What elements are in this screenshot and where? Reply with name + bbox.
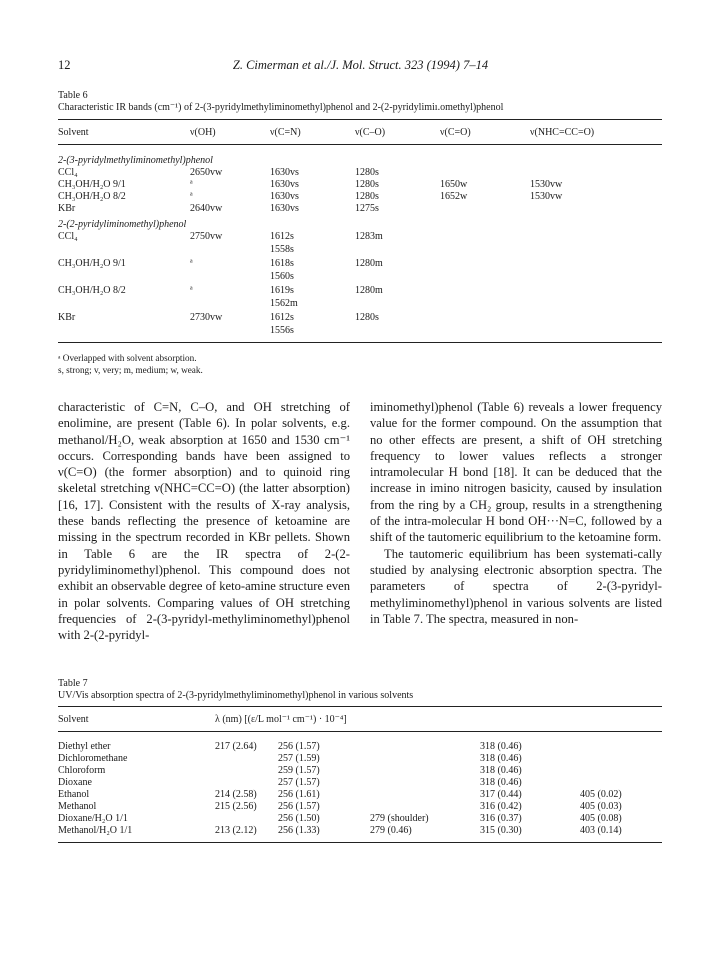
cell-oh-footnote: ᵃ [190,190,193,201]
cell-co: 1280m [355,258,383,269]
cell-solvent: CCl₄ [58,167,78,178]
cell-band-4: 318 (0.46) [480,753,522,764]
cell-co: 1280s [355,167,379,178]
cell-solvent: Dioxane/H₂O 1/1 [58,813,128,824]
cell-oh: 2640vw [190,203,223,214]
cell-band-4: 318 (0.46) [480,741,522,752]
cell-solvent: KBr [58,203,76,214]
col-solvent: Solvent [58,714,89,725]
cell-cn-second: 1560s [270,271,294,282]
table7-header-rule [58,731,662,732]
cell-cn: 1630vs [270,203,299,214]
cell-solvent: CH₃OH/H₂O 8/2 [58,285,126,296]
cell-band-2: 257 (1.59) [278,753,320,764]
table6-group-heading: 2-(3-pyridylmethyliminomethyl)phenol [58,155,213,166]
cell-band-3: 279 (0.46) [370,825,412,836]
cell-band-4: 316 (0.42) [480,801,522,812]
cell-oh: 2650vw [190,167,223,178]
cell-solvent: Ethanol [58,789,90,800]
table7-label: Table 7 [58,678,88,689]
cell-band-4: 315 (0.30) [480,825,522,836]
cell-solvent: Methanol [58,801,97,812]
cell-co: 1275s [355,203,379,214]
cell-cn-second: 1556s [270,325,294,336]
cell-cn-second: 1562m [270,298,298,309]
cell-solvent: Diethyl ether [58,741,111,752]
cell-oh: 2750vw [190,231,223,242]
cell-solvent: CH₃OH/H₂O 8/2 [58,191,126,202]
cell-band-1: 213 (2.12) [215,825,257,836]
cell-solvent: Dichloromethane [58,753,128,764]
table6-header-rule [58,144,662,145]
cell-band-4: 316 (0.37) [480,813,522,824]
table6-caption: Characteristic IR bands (cm⁻¹) of 2-(3-pyridylmethyliminomethyl)phenol and 2-(2-pyridylimiı.omethyl)phenol [58,102,504,113]
col-cn: ν(C=N) [270,127,301,138]
col-lambda: λ (nm) [(ε/L mol⁻¹ cm⁻¹) · 10⁻⁴] [215,714,347,725]
cell-cn: 1630vs [270,191,299,202]
cell-oh-footnote: ᵃ [190,178,193,189]
page-number: 12 [58,58,71,72]
cell-band-2: 259 (1.57) [278,765,320,776]
cell-co: 1280s [355,312,379,323]
cell-co: 1280s [355,191,379,202]
cell-band-2: 256 (1.50) [278,813,320,824]
table6-label: Table 6 [58,90,88,101]
cell-cdo: 1650w [440,179,468,190]
cell-solvent: Dioxane [58,777,92,788]
cell-cn: 1612s [270,312,294,323]
cell-cn: 1612s [270,231,294,242]
body-column-right [370,399,662,627]
cell-band-5: 405 (0.08) [580,813,622,824]
cell-band-5: 405 (0.03) [580,801,622,812]
cell-solvent: Chloroform [58,765,106,776]
cell-band-4: 318 (0.46) [480,765,522,776]
journal-citation: Z. Cimerman et al./J. Mol. Struct. 323 (1994) 7–14 [232,58,489,72]
table7-top-rule [58,706,662,707]
table6-bottom-rule [58,342,662,343]
cell-nhc: 1530vw [530,191,563,202]
cell-band-4: 317 (0.44) [480,789,522,800]
col-nhc: ν(NHC=CC=O) [530,127,595,138]
cell-band-1: 214 (2.58) [215,789,257,800]
cell-oh: 2730vw [190,312,223,323]
table6-top-rule [58,119,662,120]
cell-oh-footnote: ᵃ [190,257,193,268]
col-co: ν(C–O) [355,127,386,138]
cell-band-5: 405 (0.02) [580,789,622,800]
col-solvent: Solvent [58,127,89,138]
table6-footnote-a: ᵃ Overlapped with solvent absorption. [58,353,197,363]
cell-band-4: 318 (0.46) [480,777,522,788]
cell-co: 1283m [355,231,383,242]
table6-group-heading: 2-(2-pyridyliminomethyl)phenol [58,219,187,230]
cell-band-1: 215 (2.56) [215,801,257,812]
col-cdo: ν(C=O) [440,127,471,138]
running-header [58,58,663,74]
cell-band-2: 256 (1.57) [278,801,320,812]
table6-footnote-abbrev: s, strong; v, very; m, medium; w, weak. [58,365,203,375]
cell-band-3: 279 (shoulder) [370,813,429,824]
cell-cn: 1619s [270,285,294,296]
cell-oh-footnote: ᵃ [190,284,193,295]
table7-caption: UV/Vis absorption spectra of 2-(3-pyridylmethyliminomethyl)phenol in various solvents [58,690,414,701]
cell-co: 1280m [355,285,383,296]
cell-solvent: CH₃OH/H₂O 9/1 [58,179,126,190]
cell-solvent: KBr [58,312,76,323]
cell-solvent: CH₃OH/H₂O 9/1 [58,258,126,269]
cell-cn-second: 1558s [270,244,294,255]
body-column-left [58,399,350,643]
table7-bottom-rule [58,842,662,843]
body-paragraph: iminomethyl)phenol (Table 6) reveals a lower frequency value for the former compound. On the assumption that no other effects are present, a shift of OH stretching frequency to lower values reflects a stronger intramolecular H bond [18]. It can be deduced that the increase in imino nitrogen basicity, caused by insulation from the ring by a CH₂ group, results in a strengthening of the intra-molecular H bond OH···N=C, followed by a shift of the tautomeric equilibrium to the ketoamine form. [370,400,662,545]
cell-nhc: 1530vw [530,179,563,190]
body-paragraph: The tautomeric equilibrium has been systemati-cally studied by analysing electronic absorption spectra. The parameters of spectra of 2-(3-pyridyl-methyliminomethyl)phenol in various solvents are listed in Table 7. The spectra, measured in non- [370,546,662,626]
cell-cn: 1618s [270,258,294,269]
cell-band-5: 403 (0.14) [580,825,622,836]
cell-cn: 1630vs [270,167,299,178]
cell-cn: 1630vs [270,179,299,190]
cell-band-2: 257 (1.57) [278,777,320,788]
cell-solvent: CCl₄ [58,231,78,242]
cell-solvent: Methanol/H₂O 1/1 [58,825,133,836]
cell-co: 1280s [355,179,379,190]
cell-band-2: 256 (1.61) [278,789,320,800]
cell-band-2: 256 (1.33) [278,825,320,836]
col-oh: ν(OH) [190,127,216,138]
body-paragraph: characteristic of C=N, C–O, and OH stretching of enolimine, are present (Table 6). In polar solvents, e.g. methanol/H₂O, weak absorption at 1650 and 1530 cm⁻¹ occurs. Corresponding bands have been assigned to ν(C=O) (the former absorption) and to quinoid ring skeletal stretching ν(NHC=CC=O) (the latter absorption) [16, 17]. Consistent with the results of X-ray analysis, these bands reflecting the presence of ketoamine are missing in the spectrum recorded in KBr pellets. Shown in Table 6 are the IR spectra of 2-(2-pyridyliminomethyl)phenol. This compound does not exhibit an observable degree of keto-amine structure even in polar solvents. Comparing values of OH stretching frequencies of 2-(3-pyridyl-methyliminomethyl)phenol with 2-(2-pyridyl- [58,400,350,643]
cell-band-1: 217 (2.64) [215,741,257,752]
cell-band-2: 256 (1.57) [278,741,320,752]
cell-cdo: 1652w [440,191,468,202]
